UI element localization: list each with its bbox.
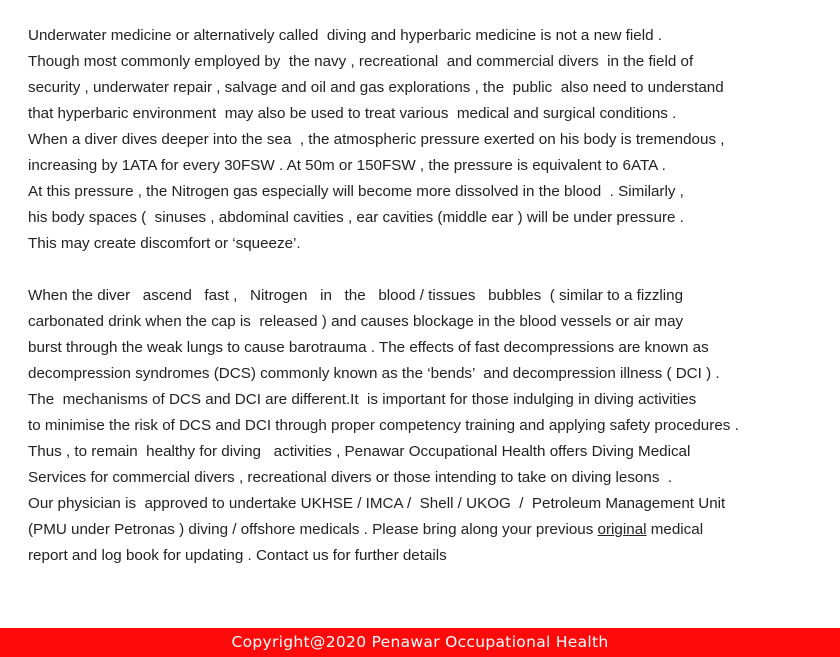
- article-body: [28, 23, 828, 569]
- text-segment: (PMU under Petronas ) diving / offshore medicals . Please bring along your previous: [28, 521, 598, 538]
- text-line: to minimise the risk of DCS and DCI through proper competency training and applying safety procedures .: [28, 417, 739, 434]
- text-line: decompression syndromes (DCS) commonly known as the ‘bends’ and decompression illness ( DCI ) .: [28, 365, 720, 382]
- text-line: security , underwater repair , salvage and oil and gas explorations , the public also need to understand: [28, 79, 724, 96]
- text-line: When a diver dives deeper into the sea , the atmospheric pressure exerted on his body is tremendous ,: [28, 131, 725, 148]
- original-link[interactable]: original: [597, 521, 647, 538]
- text-line: carbonated drink when the cap is released ) and causes blockage in the blood vessels or air may: [28, 313, 684, 330]
- text-line: increasing by 1ATA for every 30FSW . At 50m or 150FSW , the pressure is equivalent to 6ATA .: [28, 157, 666, 174]
- text-line-with-link: [28, 517, 828, 543]
- text-line: Thus , to remain healthy for diving activities , Penawar Occupational Health offers Diving Medical: [28, 443, 691, 460]
- paragraph-hyperbaric-intro: [28, 23, 828, 257]
- text-line: that hyperbaric environment may also be used to treat various medical and surgical conditions .: [28, 105, 677, 122]
- text-segment: medical: [646, 521, 704, 538]
- text-line: burst through the weak lungs to cause barotrauma . The effects of fast decompressions are known as: [28, 339, 709, 356]
- text-line: When the diver ascend fast , Nitrogen in the blood / tissues bubbles ( similar to a fizzling: [28, 287, 684, 304]
- text-line: At this pressure , the Nitrogen gas especially will become more dissolved in the blood . Similarly ,: [28, 183, 684, 200]
- copyright-footer: Copyright@2020 Penawar Occupational Health: [0, 628, 840, 657]
- text-line: Our physician is approved to undertake UKHSE / IMCA / Shell / UKOG / Petroleum Management Unit: [28, 495, 726, 512]
- text-line: report and log book for updating . Contact us for further details: [28, 547, 447, 564]
- paragraph-decompression: [28, 283, 828, 569]
- text-line: Though most commonly employed by the navy , recreational and commercial divers in the field of: [28, 53, 694, 70]
- text-line: The mechanisms of DCS and DCI are different.It is important for those indulging in diving activities: [28, 391, 697, 408]
- text-line: Services for commercial divers , recreational divers or those intending to take on diving lesons .: [28, 469, 673, 486]
- paragraph-spacer: [28, 257, 828, 283]
- text-line: This may create discomfort or ‘squeeze’.: [28, 235, 301, 252]
- text-line: his body spaces ( sinuses , abdominal cavities , ear cavities (middle ear ) will be under pressure .: [28, 209, 684, 226]
- text-line: Underwater medicine or alternatively called diving and hyperbaric medicine is not a new field .: [28, 27, 662, 44]
